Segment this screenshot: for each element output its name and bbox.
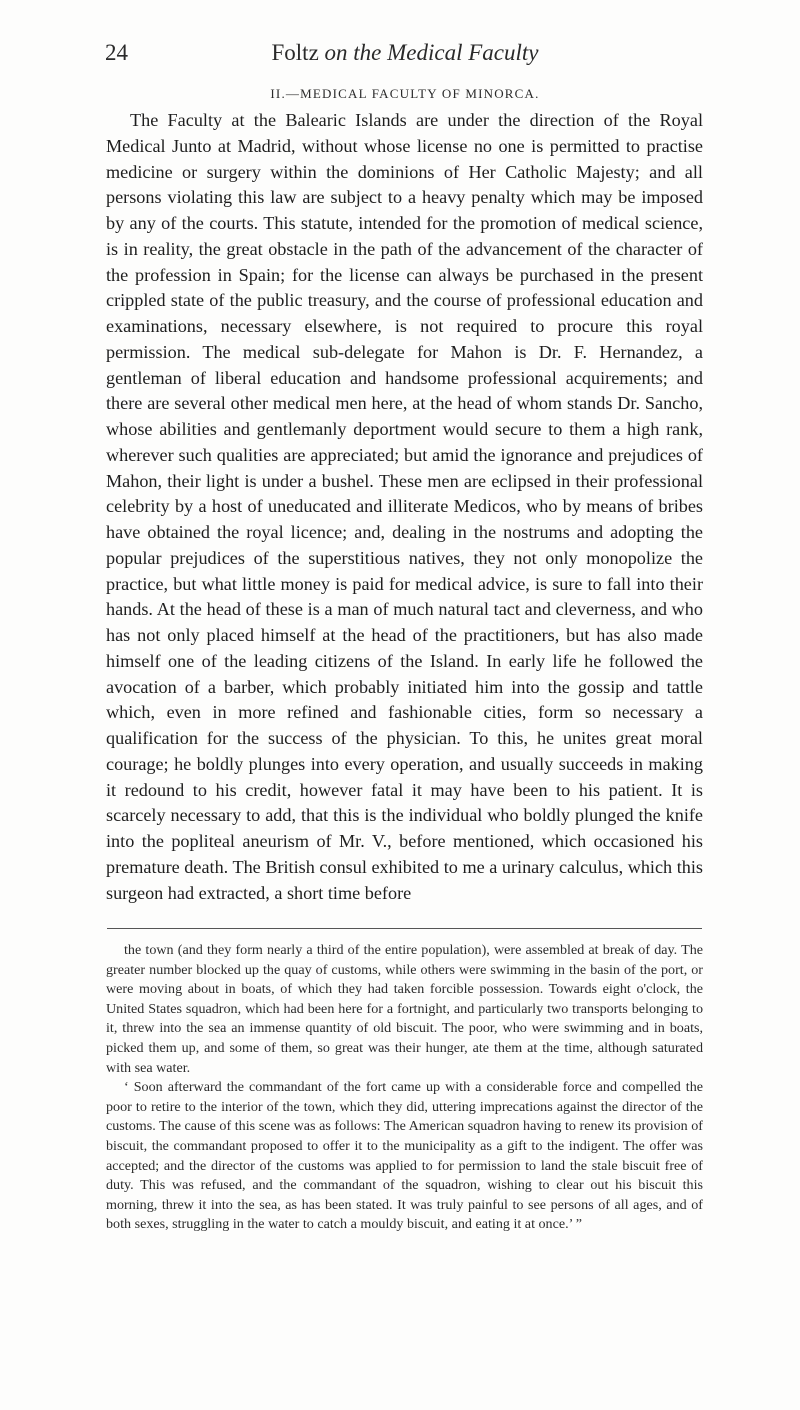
running-title	[105, 40, 705, 66]
footnote	[106, 941, 703, 1235]
running-title-subject: on the Medical Faculty	[324, 40, 539, 65]
footnote-paragraph-1: the town (and they form nearly a third of the entire population), were assembled at break of day. The greater number blocked up the quay of customs, while others were swimming in the basin of the port, or were moving about in boats, of which they had taken forcible possession. Towards eight o'clock, the United States squadron, which had been here for a fortnight, and particularly two transports belonging to it, threw into the sea an immense quantity of old biscuit. The poor, who were swimming and in boats, picked them up, and some of them, so great was their hunger, ate them at the time, although saturated with sea water.	[106, 942, 703, 1076]
running-head	[105, 40, 705, 70]
section-heading: II.—MEDICAL FACULTY OF MINORCA.	[270, 86, 540, 101]
footnote-paragraph-2: ‘ Soon afterward the commandant of the fort came up with a considerable force and compelled the poor to retire to the interior of the town, which they did, uttering imprecations against the director of the customs. The cause of this scene was as follows: The American squadron having to renew its provision of biscuit, the commandant proposed to offer it to the municipality as a gift to the indigent. The offer was accepted; and the director of the customs was applied to for permission to land the stale biscuit free of duty. This was refused, and the commandant of the squadron, wishing to clear out his biscuit this morning, threw it into the sea, as has been stated. It was truly painful to see persons of all ages, and of both sexes, struggling in the water to catch a mouldy biscuit, and eating it at once.’ ”	[106, 1079, 703, 1233]
page-number: 24	[105, 40, 128, 65]
running-title-author: Foltz	[271, 40, 325, 65]
body-paragraph: The Faculty at the Balearic Islands are under the direction of the Royal Medical Junto at Madrid, without whose license no one is permitted to practise medicine or surgery within the dominions of Her Catholic Majesty; and all persons violating this law are subject to a heavy penalty which may be imposed by any of the courts. This statute, intended for the promotion of medical science, is in reality, the great obstacle in the path of the advancement of the character of the profession in Spain; for the license can always be purchased in the present crippled state of the public treasury, and the course of professional education and examinations, necessary elsewhere, is not required to procure this royal permission. The medical sub-delegate for Mahon is Dr. F. Hernandez, a gentleman of liberal education and handsome professional acquirements; and there are several other medical men here, at the head of whom stands Dr. Sancho, whose abilities and gentlemanly deportment would secure to them a high rank, wherever such qualities are appreciated; but amid the ignorance and prejudices of Mahon, their light is under a bushel. These men are eclipsed in their professional celebrity by a host of uneducated and illiterate Medicos, who by means of bribes have obtained the royal licence; and, dealing in the nostrums and adopting the popular prejudices of the superstitious natives, they not only monopolize the practice, but what little money is paid for medical advice, is sure to fall into their hands. At the head of these is a man of much natural tact and cleverness, and who has not only placed himself at the head of the practitioners, but has also made himself one of the leading citizens of the Island. In early life he followed the avocation of a barber, which probably initiated him into the gossip and tattle which, even in more refined and fashionable cities, form so necessary a qualification for the success of the physician. To this, he unites great moral courage; he boldly plunges into every operation, and usually succeeds in making it redound to his credit, however fatal it may have been to his patient. It is scarcely necessary to add, that this is the individual who boldly plunged the knife into the popliteal aneurism of Mr. V., before mentioned, which occasioned his premature death. The British consul exhibited to me a urinary calculus, which this surgeon had extracted, a short time before	[106, 110, 703, 903]
footnote-divider	[107, 928, 702, 929]
